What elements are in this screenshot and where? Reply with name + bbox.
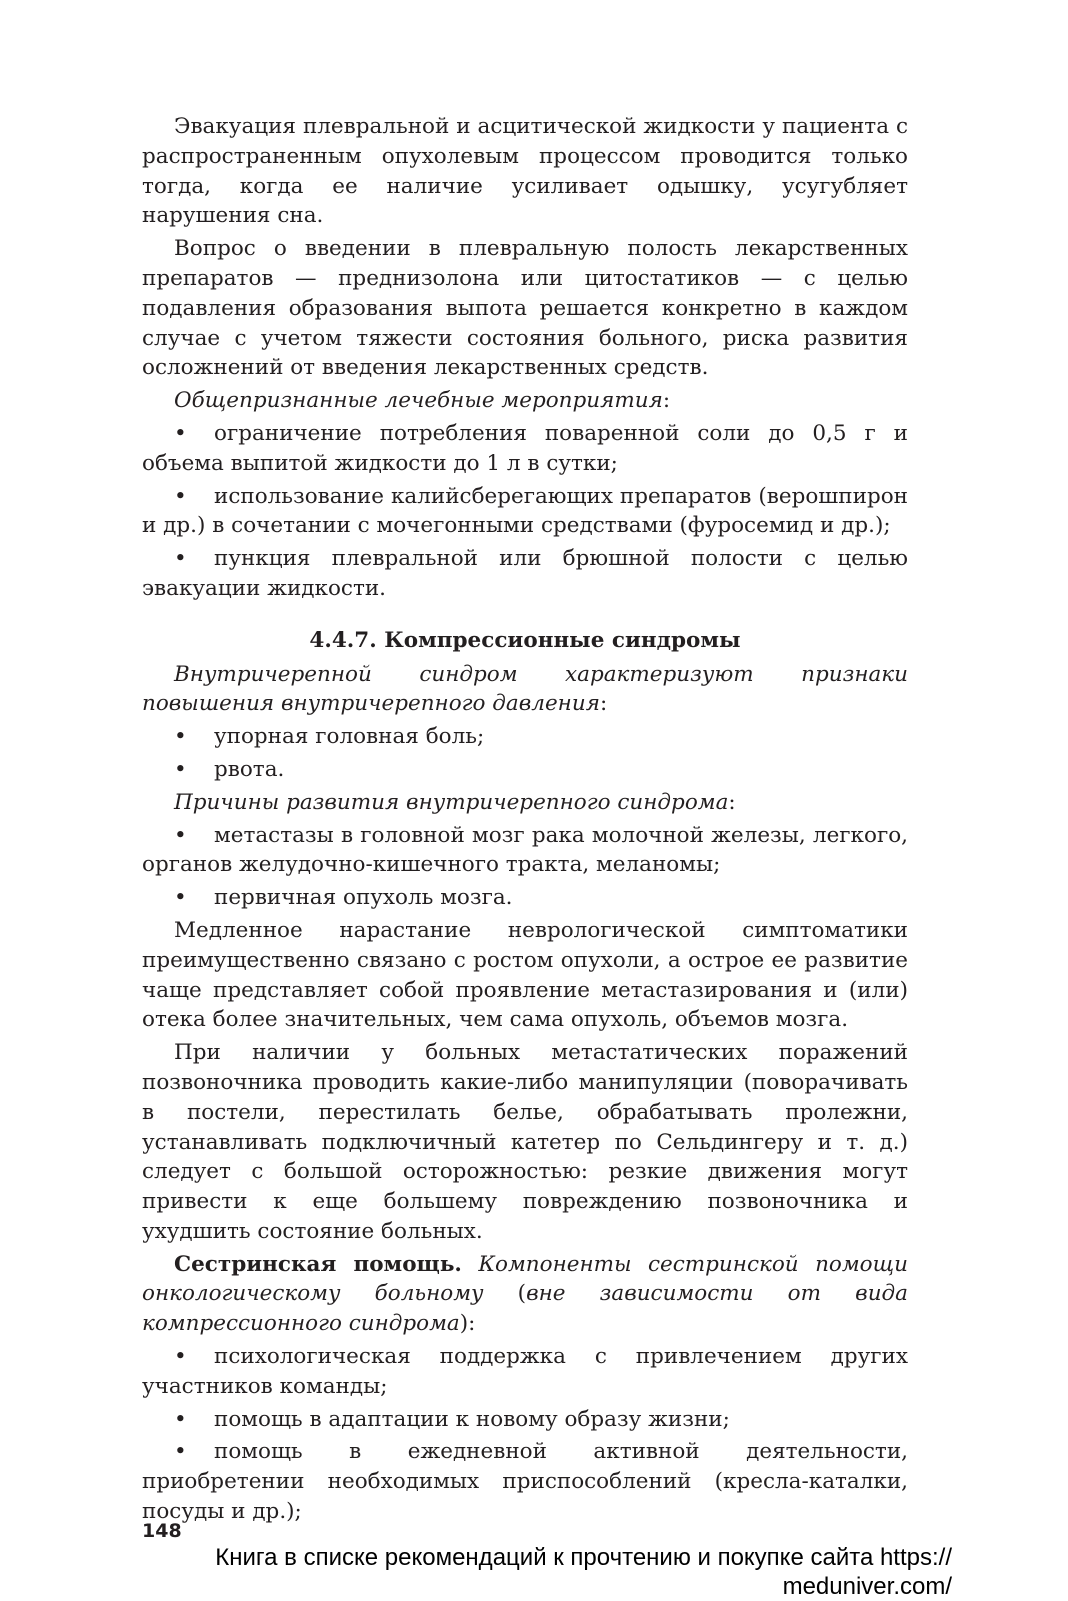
intracranial-text: Внутричерепной синдром характеризуют признаки повышения внутричерепного давления bbox=[142, 661, 908, 717]
list-item-text: рвота. bbox=[214, 756, 285, 782]
bullet: • bbox=[174, 1406, 187, 1432]
footer-line-2: meduniver.com/ bbox=[782, 1573, 952, 1600]
nursing-care-label: Сестринская помощь. bbox=[174, 1251, 462, 1277]
measures-intro-colon: : bbox=[662, 388, 671, 414]
list-item-text: первичная опухоль мозга. bbox=[214, 885, 513, 911]
paragraph-nursing-care bbox=[142, 1250, 908, 1339]
footer-line-1: Книга в списке рекомендаций к прочтению и покупке сайта https:// bbox=[215, 1544, 952, 1571]
nursing-care-note: вне зависимости от вида компрессионного синдрома bbox=[142, 1281, 908, 1337]
bullet: • bbox=[174, 756, 187, 782]
paragraph-pleural-drugs: Вопрос о введении в плевральную полость лекарственных препаратов — преднизолона или цитостатиков — с целью подавления образования выпота решается конкретно в каждом случае с учетом тяжести состояния больного, риска развития осложнений от введения лекарственных средств. bbox=[142, 236, 908, 381]
intracranial-colon: : bbox=[599, 691, 608, 717]
list-item bbox=[142, 722, 908, 752]
paragraph-spine-metastases: При наличии у больных метастатических поражений позвоночника проводить какие-либо манипуляции (поворачивать в постели, перестилать белье, обрабатывать пролежни, устанавливать подключичный катетер по Сельдингеру и т. д.) следует с большой осторожностью: резкие движения могут привести к еще большему повреждению позвоночника и ухудшить состояние больных. bbox=[142, 1040, 908, 1244]
bullet: • bbox=[174, 420, 187, 446]
paragraph-intracranial bbox=[142, 660, 908, 720]
bullet: • bbox=[174, 822, 187, 848]
bullet: • bbox=[174, 483, 187, 509]
causes-text: Причины развития внутричерепного синдрома bbox=[174, 789, 729, 815]
list-item-text: помощь в адаптации к новому образу жизни; bbox=[214, 1406, 730, 1432]
list-item bbox=[142, 883, 908, 913]
paragraph-causes bbox=[142, 788, 908, 818]
bullet: • bbox=[174, 885, 187, 911]
causes-colon: : bbox=[728, 789, 736, 815]
list-item bbox=[142, 1342, 908, 1402]
list-item-text: ограничение потребления поваренной соли до 0,5 г и объема выпитой жидкости до 1 л в сутки; bbox=[142, 420, 908, 476]
bullet: • bbox=[174, 546, 187, 572]
list-item-text: помощь в ежедневной активной деятельности, приобретении необходимых приспособлений (кресла-каталки, посуды и др.); bbox=[142, 1439, 908, 1525]
list-item bbox=[142, 755, 908, 785]
list-item-text: использование калийсберегающих препаратов (верошпирон и др.) в сочетании с мочегонными средствами (фуросемид и др.); bbox=[142, 483, 908, 539]
nursing-care-paren-close: ): bbox=[459, 1311, 476, 1337]
page-body bbox=[142, 112, 908, 1527]
list-item bbox=[142, 482, 908, 542]
paragraph-evacuation: Эвакуация плевральной и асцитической жидкости у пациента с распространенным опухолевым процессом проводится только тогда, когда ее наличие усиливает одышку, усугубляет нарушения сна. bbox=[142, 114, 908, 229]
list-item bbox=[142, 1405, 908, 1435]
nursing-care-paren-open: ( bbox=[483, 1281, 527, 1307]
list-item-text: упорная головная боль; bbox=[214, 724, 485, 750]
list-item bbox=[142, 419, 908, 479]
paragraph-measures-intro bbox=[142, 386, 908, 416]
page-number: 148 bbox=[142, 1520, 182, 1542]
bullet: • bbox=[174, 724, 187, 750]
footer-recommendation bbox=[122, 1543, 952, 1601]
measures-intro-text: Общепризнанные лечебные мероприятия bbox=[174, 388, 663, 414]
nursing-care-components: Компоненты сестринской помощи онкологическому больному bbox=[142, 1251, 908, 1307]
bullet: • bbox=[174, 1439, 187, 1465]
list-item bbox=[142, 1437, 908, 1526]
paragraph-neuro-symptoms: Медленное нарастание неврологической симптоматики преимущественно связано с ростом опухоли, а острое ее развитие чаще представляет собой проявление метастазирования и (или) отека более значительных, чем сама опухоль, объемов мозга. bbox=[142, 917, 908, 1033]
list-item bbox=[142, 821, 908, 881]
bullet: • bbox=[174, 1344, 187, 1370]
list-item-text: пункция плевральной или брюшной полости с целью эвакуации жидкости. bbox=[142, 546, 908, 601]
section-heading: 4.4.7. Компрессионные синдромы bbox=[309, 627, 741, 653]
list-item-text: метастазы в головной мозг рака молочной железы, легкого, органов желудочно-кишечного тракта, меланомы; bbox=[142, 822, 908, 878]
list-item-text: психологическая поддержка с привлечением других участников команды; bbox=[142, 1344, 908, 1399]
list-item bbox=[142, 544, 908, 604]
